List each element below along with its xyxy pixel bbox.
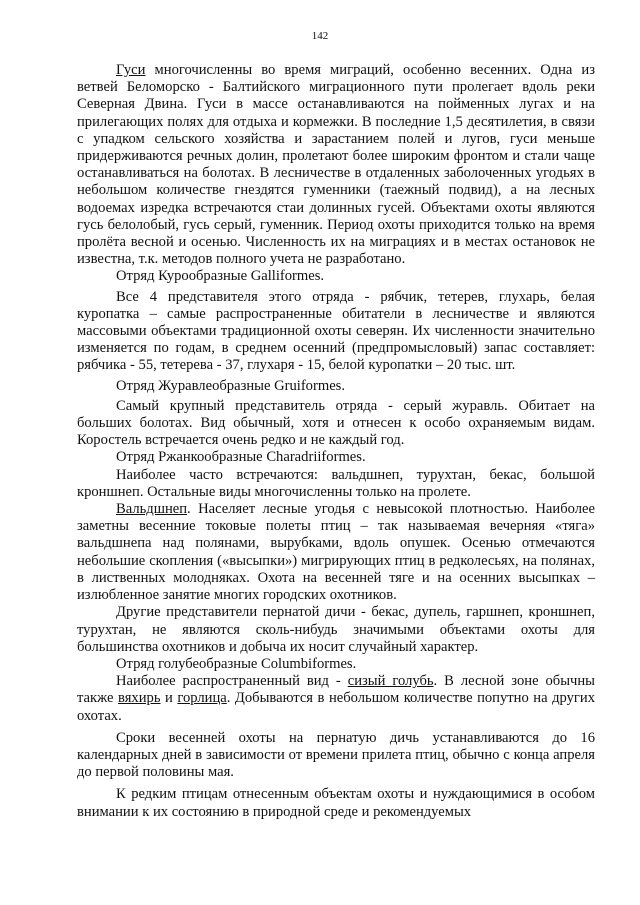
paragraph-rare-birds: К редким птицам отнесенным объектам охоты и нуждающимися в особом внимании к их состоянию в природной среде и рекомендуемых <box>77 786 595 820</box>
paragraph-text: многочисленны во время миграций, особенно весенних. Одна из ветвей Беломорско - Балтийского миграционного пути пролегает вдоль реки Северная Двина. Гуси в массе останавливаются на пойменных лугах и на прилегающих полях для отдыха и кормежки. В последние 1,5 десятилетия, в связи с упадком сельского хозяйства и зарастанием полей и лугов, гуси меньше придерживаются речных долин, пролетают более широким фронтом и стали чаще останавливаться на болотах. В лесничестве в отдаленных заболоченных угодьях в небольшом количестве гнездятся гуменники (таежный подвид), а на лесных водоемах изредка встречаются стаи долинных гусей. Объектами охоты являются гусь белолобый, гусь серый, гуменник. Период охоты приходится только на время пролёта весной и осенью. Численность их на миграциях и в местах остановок не известна, т.к. методов полного учета не разработано. <box>77 62 595 268</box>
term-wood-pigeon: вяхирь <box>118 690 161 707</box>
heading-columbiformes: Отряд голубеобразные Columbiformes. <box>116 655 357 672</box>
heading-galliformes: Отряд Курообразные Galliformes. <box>116 268 325 285</box>
paragraph-geese <box>77 62 595 268</box>
term-rock-dove: сизый голубь <box>347 673 434 690</box>
paragraph-charadriiformes: Наиболее часто встречаются: вальдшнеп, турухтан, бекас, большой кроншнеп. Остальные виды многочисленны только на пролете. <box>77 466 595 500</box>
paragraph-other-game: Другие представители пернатой дичи - бекас, дупель, гаршнеп, кроншнеп, турухтан, не являются сколь-нибудь значимыми объектами охоты для большинства охотников и добыча их носит случайный характер. <box>77 604 595 655</box>
paragraph-galliformes: Все 4 представителя этого отряда - рябчик, тетерев, глухарь, белая куропатка – самые распространенные обитатели в лесничестве и являются массовыми объектами традиционной охоты северян. Их численности значительно изменяется по годам, в среднем осенний (предпромысловый) запас составляет: рябчика - 55, тетерева - 37, глухаря - 15, белой куропатки – 20 тыс. шт. <box>77 288 595 374</box>
term-geese: Гуси <box>116 62 146 78</box>
paragraph-woodcock <box>77 501 595 604</box>
paragraph-columbiformes <box>77 673 595 725</box>
paragraph-text: . Населяет лесные угодья с невысокой плотностью. Наиболее заметны весенние токовые полеты птиц – так называемая вечерняя «тяга» вальдшнепа над полянами, вырубками, вдоль опушек. Осенью отмечаются небольшие скопления («высыпки») мигрирующих птиц в редколесьях, на полянах, в лиственных молодняках. Охота на весенней тяге и на осенних высыпках – излюбленное занятие многих городских охотников. <box>77 501 595 604</box>
paragraph-text: . Добываются в небольшом количестве попутно на других охотах. <box>77 690 596 724</box>
heading-gruiformes: Отряд Журавлеобразные Gruiformes. <box>116 377 345 394</box>
term-woodcock: Вальдшнеп <box>116 501 188 518</box>
paragraph-spring-season: Сроки весенней охоты на пернатую дичь устанавливаются до 16 календарных дней в зависимости от времени прилета птиц, обычно с конца апреля до первой половины мая. <box>77 729 595 781</box>
page-number: 142 <box>311 30 329 42</box>
paragraph-text: . В лесной зоне обычны также <box>77 673 595 707</box>
paragraph-text: и <box>160 690 178 707</box>
term-turtle-dove: горлица <box>177 690 227 707</box>
paragraph-text: Наиболее распространенный вид - <box>116 673 348 690</box>
heading-charadriiformes: Отряд Ржанкообразные Charadriiformes. <box>116 449 366 466</box>
paragraph-gruiformes: Самый крупный представитель отряда - серый журавль. Обитает на больших болотах. Вид обычный, хотя и отнесен к особо охраняемым видам. Коростель встречается очень редко и не каждый год. <box>77 397 595 449</box>
page-body <box>77 62 595 821</box>
